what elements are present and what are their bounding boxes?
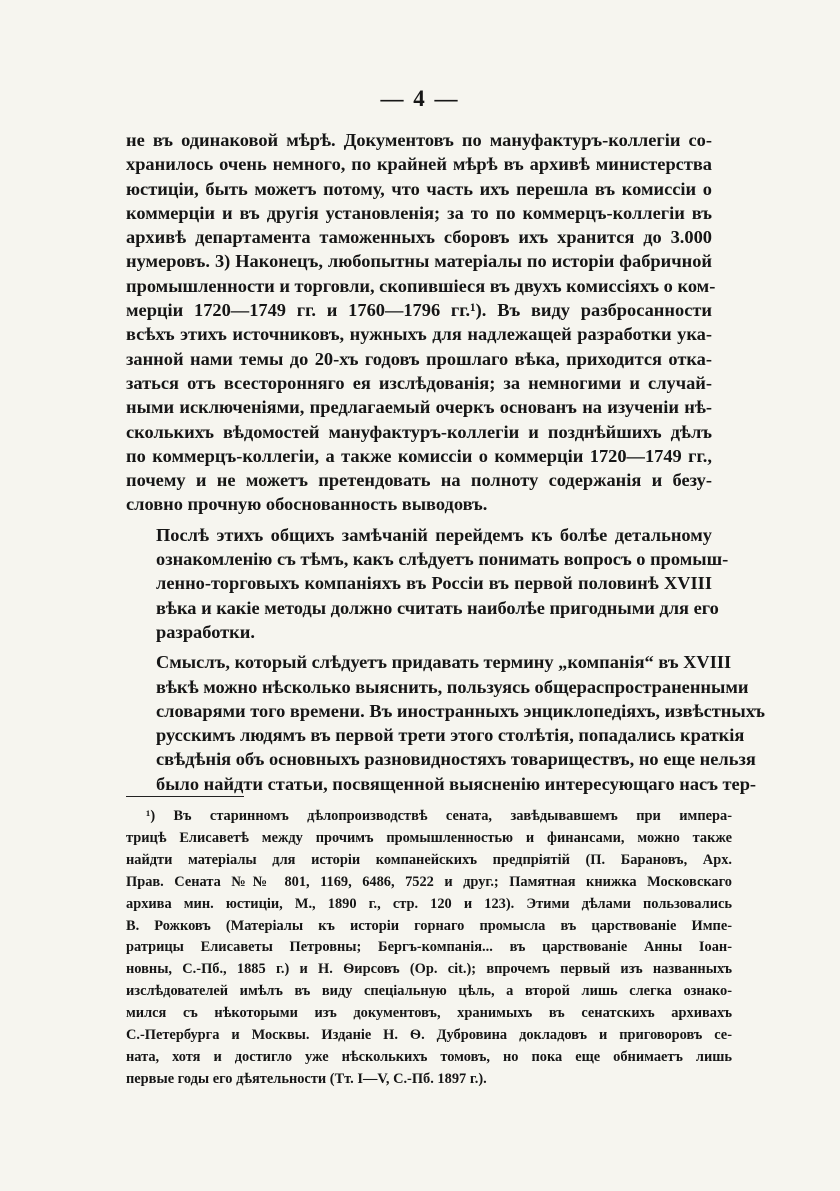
text-line: не въ одинаковой мѣрѣ. Документовъ по мануфактуръ-коллегіи со- [126, 130, 712, 150]
paragraph-1 [126, 128, 716, 517]
text-line: ными исключеніями, предлагаемый очеркъ основанъ на изученіи нѣ- [126, 397, 712, 418]
footnote-line: ната, хотя и достигло уже нѣсколькихъ томовъ, но пока еще обнимаетъ лишь [126, 1048, 732, 1065]
text-line: по коммерцъ-коллегіи, а также комиссіи о коммерціи 1720—1749 гг., [126, 445, 712, 466]
footnote-line: мился съ нѣкоторыми изъ документовъ, хранимыхъ въ сенатскихъ архивахъ [126, 1005, 732, 1022]
page-number: — 4 — [380, 86, 460, 111]
footnote-divider [126, 796, 244, 797]
text-line: вѣкѣ можно нѣсколько выяснить, пользуясь общераспространенными [156, 676, 749, 697]
footnote-line: ¹) Въ старинномъ дѣлопроизводствѣ сената, завѣдывавшемъ при импера- [146, 808, 732, 824]
footnote [126, 806, 732, 1091]
body-text [126, 128, 765, 796]
text-line: промышленности и торговли, скопившіеся въ двухъ комиссіяхъ о ком- [126, 275, 716, 296]
text-line: хранилось очень немного, по крайней мѣрѣ въ архивѣ министерства [126, 154, 712, 175]
text-line: Смыслъ, который слѣдуетъ придавать термину „компанія“ въ XVIII [156, 652, 732, 673]
text-line: занной нами темы до 20-хъ годовъ прошлаго вѣка, приходится отка- [126, 348, 712, 369]
text-line: всѣхъ этихъ источниковъ, нужныхъ для надлежащей разработки ука- [126, 324, 712, 345]
text-line: разработки. [156, 621, 255, 642]
footnote-line: архива мин. юстиціи, М., 1890 г., стр. 120 и 123). Этими дѣлами пользовались [126, 895, 732, 912]
text-line: коммерціи и въ другія установленія; за то по коммерцъ-коллегіи въ [126, 202, 712, 223]
text-line: русскимъ людямъ въ первой трети этого столѣтія, попадались краткія [156, 725, 745, 746]
text-line: словно прочную обоснованность выводовъ. [126, 494, 488, 515]
footnote-line: С.-Петербурга и Москвы. Изданіе Н. Ѳ. Дубровина докладовъ и приговоровъ се- [126, 1027, 732, 1044]
footnote-line: новны, С.-Пб., 1885 г.) и Н. Ѳирсовъ (Op. cit.); впрочемъ первый изъ названныхъ [126, 961, 732, 978]
footnote-line: найдти матеріалы для исторіи компанейскихъ предпріятій (П. Барановъ, Арх. [126, 851, 732, 868]
footnote-line: трицѣ Елисаветѣ между прочимъ промышленностью и финансами, можно также [126, 829, 732, 846]
text-line: свѣдѣнія объ основныхъ разновидностяхъ товариществъ, но еще нельзя [156, 749, 756, 770]
text-line: было найдти статьи, посвященной выясненію интересующаго насъ тер- [156, 773, 757, 794]
text-line: Послѣ этихъ общихъ замѣчаній перейдемъ къ болѣе детальному [156, 524, 712, 545]
footnote-line: первые годы его дѣятельности (Тт. I—V, С.-Пб. 1897 г.). [126, 1070, 487, 1087]
text-line: ознакомленію съ тѣмъ, какъ слѣдуетъ понимать вопросъ о промыш- [156, 549, 729, 570]
text-line: мерціи 1720—1749 гг. и 1760—1796 гг.¹). Въ виду разбросанности [126, 300, 712, 321]
text-line: архивѣ департамента таможенныхъ сборовъ ихъ хранится до 3.000 [126, 227, 712, 248]
text-line: заться отъ всесторонняго ея изслѣдованія; за немногими и случай- [126, 372, 712, 393]
footnote-line: изслѣдователей имѣлъ въ виду спеціальную цѣль, а второй лишь слегка ознако- [126, 983, 732, 1000]
text-line: словарями того времени. Въ иностранныхъ энциклопедіяхъ, извѣстныхъ [156, 700, 765, 721]
paragraph-3 [126, 650, 765, 796]
text-line: сколькихъ вѣдомостей мануфактуръ-коллегіи и позднѣйшихъ дѣлъ [126, 421, 712, 442]
footnote-line: В. Рожковъ (Матеріалы къ исторіи горнаго промысла въ царствованіе Импе- [126, 917, 732, 934]
footnote-line: ратрицы Елисаветы Петровны; Бергъ-компанія... въ царствованіе Анны Іоан- [126, 939, 732, 956]
text-line: вѣка и какіе методы должно считать наиболѣе пригодными для его [156, 597, 719, 618]
paragraph-2 [126, 523, 729, 644]
text-line: нумеровъ. 3) Наконецъ, любопытны матеріалы по исторіи фабричной [126, 251, 712, 272]
text-line: почему и не можетъ претендовать на полноту содержанія и безу- [126, 470, 712, 491]
text-line: юстиціи, быть можетъ потому, что часть ихъ перешла въ комиссіи о [126, 178, 712, 199]
text-line: ленно-торговыхъ компаніяхъ въ Россіи въ первой половинѣ XVIII [156, 573, 712, 594]
footnote-line: Прав. Сената №№ 801, 1169, 6486, 7522 и друг.; Памятная книжка Московскаго [126, 873, 732, 890]
